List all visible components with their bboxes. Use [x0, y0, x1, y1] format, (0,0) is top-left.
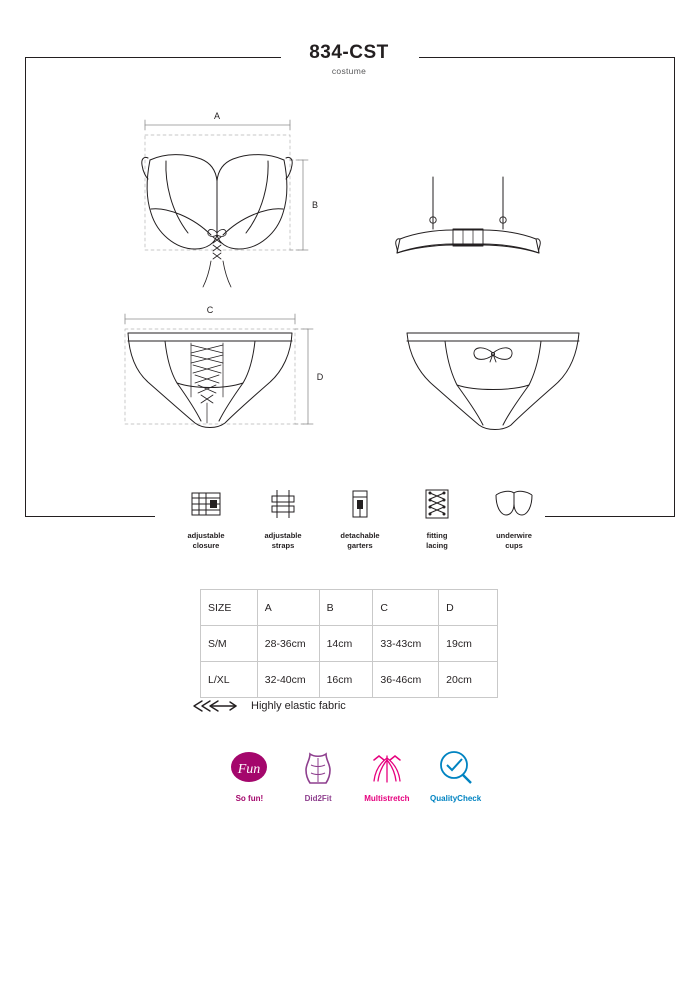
feature-detachable-garters	[324, 484, 396, 551]
cell-c: 36-46cm	[373, 662, 439, 698]
badge-multistretch	[353, 747, 422, 804]
table-header-row	[201, 590, 498, 626]
underwire-cups-icon	[493, 484, 535, 524]
header-size: SIZE	[201, 590, 258, 626]
svg-text:Fun: Fun	[238, 762, 261, 777]
feature-icons-row	[170, 484, 550, 551]
technical-drawings	[25, 57, 675, 477]
bra-back-drawing	[396, 177, 541, 253]
dim-label-c: C	[206, 305, 214, 315]
panty-front-drawing	[125, 314, 313, 428]
dim-label-a: A	[213, 111, 221, 121]
fun-badge-icon	[215, 747, 284, 789]
header-d: D	[439, 590, 498, 626]
cell-a: 28-36cm	[257, 626, 319, 662]
feature-fitting-lacing	[401, 484, 473, 551]
bra-front-drawing	[142, 120, 308, 287]
panty-back-drawing	[407, 333, 579, 430]
page-title: 834-CST	[309, 42, 389, 63]
badge-label: QualityCheck	[430, 794, 482, 803]
double-arrow-icon	[192, 700, 240, 712]
dim-label-b: B	[311, 200, 319, 210]
cell-size: L/XL	[201, 662, 258, 698]
cell-a: 32-40cm	[257, 662, 319, 698]
size-table	[200, 589, 498, 698]
dim-label-d: D	[316, 372, 324, 382]
header-b: B	[319, 590, 373, 626]
feature-label: underwire cups	[496, 531, 532, 550]
feature-adjustable-straps	[247, 484, 319, 551]
elastic-fabric-text: Highly elastic fabric	[251, 700, 346, 712]
badge-qualitycheck	[421, 747, 490, 804]
elastic-fabric-note	[192, 700, 346, 712]
cell-b: 16cm	[319, 662, 373, 698]
did2fit-badge-icon	[284, 747, 353, 789]
feature-label: adjustable straps	[264, 531, 302, 550]
badge-label: So fun!	[235, 794, 264, 803]
cell-d: 19cm	[439, 626, 498, 662]
feature-label: adjustable closure	[187, 531, 225, 550]
cell-size: S/M	[201, 626, 258, 662]
title-block	[0, 42, 698, 76]
adjustable-straps-icon	[262, 484, 304, 524]
multistretch-badge-icon	[353, 747, 422, 789]
badge-so-fun	[215, 747, 284, 804]
feature-label: fitting lacing	[426, 531, 448, 550]
cell-b: 14cm	[319, 626, 373, 662]
cell-c: 33-43cm	[373, 626, 439, 662]
table-row	[201, 626, 498, 662]
qualitycheck-badge-icon	[421, 747, 490, 789]
fitting-lacing-icon	[416, 484, 458, 524]
page-subtitle: costume	[331, 66, 367, 76]
badge-label: Did2Fit	[304, 794, 332, 803]
feature-label: detachable garters	[340, 531, 380, 550]
adjustable-closure-icon	[185, 484, 227, 524]
header-a: A	[257, 590, 319, 626]
badge-did2fit	[284, 747, 353, 804]
cell-d: 20cm	[439, 662, 498, 698]
header-c: C	[373, 590, 439, 626]
table-row	[201, 662, 498, 698]
feature-adjustable-closure	[170, 484, 242, 551]
detachable-garters-icon	[339, 484, 381, 524]
badges-row	[215, 747, 490, 804]
badge-label: Multistretch	[364, 794, 410, 803]
feature-underwire-cups	[478, 484, 550, 551]
